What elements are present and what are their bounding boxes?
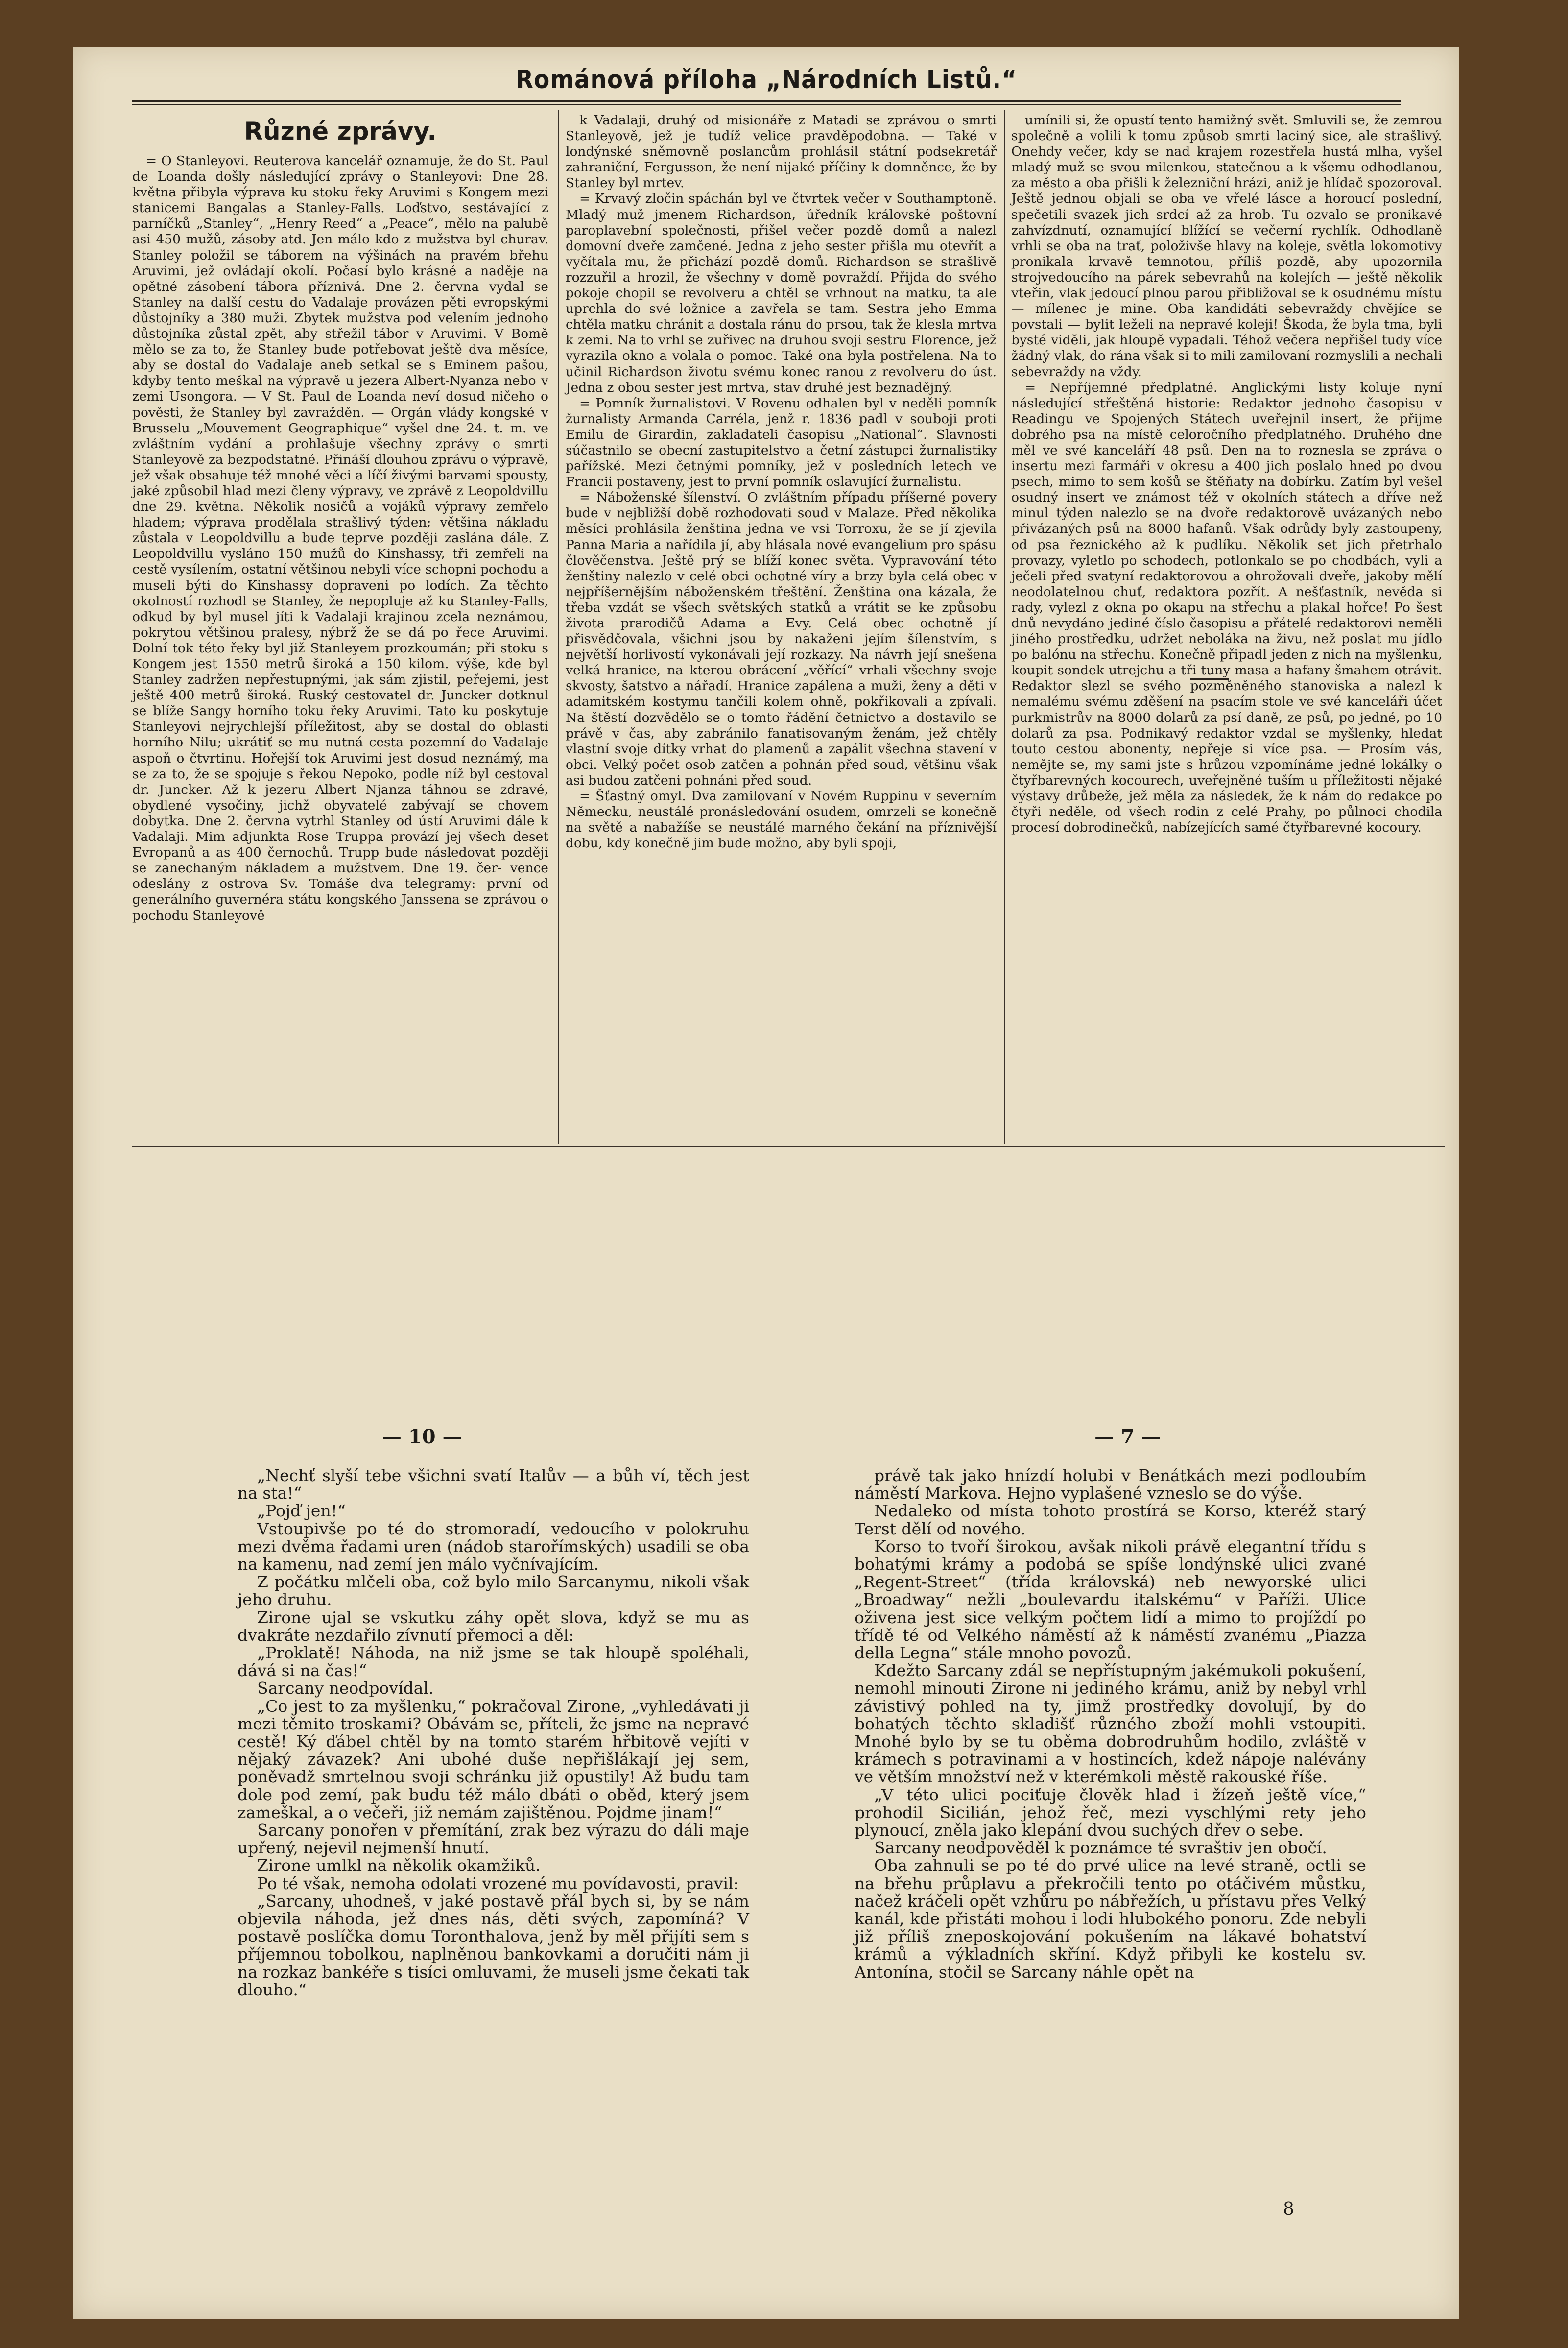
paragraph: „V této ulici pociťuje člověk hlad i žízeň ještě více,“ prohodil Sicilián, jehož řeč, mezi vyschlými rety jeho plynoucí, zněla jako klepání dvou suchých dřev o sebe.	[855, 1785, 1366, 1840]
paragraph: Zirone ujal se vskutku záhy opět slova, když se mu as dvakráte nezdařilo zívnutí přemoci a děl:	[238, 1607, 749, 1645]
paragraph: Z počátku mlčeli oba, což bylo milo Sarcanymu, nikoli však jeho druhu.	[238, 1572, 749, 1609]
column-divider	[558, 110, 559, 1144]
paragraph: k Vadalaji, druhý od misionáře z Matadi se zprávou o smrti Stanleyově, jež je tudíž velice pravděpodobna. — Také v londýnské sněmovně poslancům prohlásil státní podsekretář zahraniční, Fergusson, že není nijaké příčiny k domněnce, že by Stanley byl mrtev.	[566, 113, 997, 191]
novel-page-right	[855, 1467, 1366, 1981]
paragraph: Oba zahnuli se po té do prvé ulice na levé straně, octli se na břehu průplavu a překročili tento po otáčivém můstku, načež kráčeli opět vzhůru po nábřežích, u přístavu přes Velký kanál, kde přistáti mohou i lodi hlubokého ponoru. Zde nebyli již příliš zneposkojování pokušením na lákavé bohatství krámů a výkladních skříní. Když přibyli ke kostelu sv. Antonína, stočil se Sarcany náhle opět na	[855, 1856, 1366, 1982]
paragraph: = Krvavý zločin spáchán byl ve čtvrtek večer v Southamptoně. Mladý muž jmenem Richardson, úředník královské poštovní paroplavební společnosti, přišel večer pozdě domů a nalezl domovní dveře zamčené. Jedna z jeho sester přišla mu otevřít a vyčítala mu, že přichází pozdě domů. Richardson se strašlivě rozzuřil a hrozil, že všechny v domě povraždí. Přijda do svého pokoje chopil se revolveru a chtěl se vrhnout na matku, ta ale uprchla do své ložnice a zavřela se tam. Sestra jeho Emma chtěla matku chránit a dostala ránu do prsou, tak že klesla mrtva k zemi. Na to vrhl se zuřivec na druhou svoji sestru Florence, jež vyrazila okno a volala o pomoc. Také ona byla postřelena. Na to učinil Richardson životu svému konec ranou z revolveru do úst. Jedna z obou sester jest mrtva, stav druhé jest beznadějný.	[566, 191, 997, 395]
paragraph: Zirone umlkl na několik okamžiků.	[257, 1856, 541, 1875]
section-heading: Různé zprávy.	[244, 117, 437, 145]
paragraph: „Sarcany, uhodneš, v jaké postavě přál bych si, by se nám objevila náhoda, jež dnes nás, děti svých, zapomíná? V postavě poslíčka domu Toronthalova, jenž by měl přijíti sem s příjemnou tobolkou, naplněnou bankovkami a doručiti nám ji na rozkaz bankéře s tisíci omluvami, že museli jsme čekati tak dlouho.“	[238, 1891, 749, 1999]
page-mark: 8	[1283, 2199, 1294, 2219]
news-column-2	[566, 113, 997, 851]
page-number-right: — 7 —	[1094, 1425, 1161, 1448]
masthead-title: Románová příloha „Národních Listů.“	[516, 65, 1017, 95]
paragraph: Sarcany ponořen v přemítání, zrak bez výrazu do dáli maje upřený, nejevil nejmenší hnutí.	[238, 1821, 749, 1858]
paragraph: „Co jest to za myšlenku,“ pokračoval Zirone, „vyhledávati ji mezi těmito troskami? Obávám se, příteli, že jsme na nepravé cestě! Ký ďábel chtěl by na tomto starém hřbitově vejíti v nějaký závazek? Ani ubohé duše nepřišlákají jej sem, poněvadž smrtelnou svoji schránku již opustily! Až budu tam dole pod zemí, pak budu též málo dbáti o oběd, který jsem zameškal, a o večeři, již nemám zajištěnou. Pojdme jinam!“	[238, 1696, 749, 1822]
paragraph: = Šťastný omyl. Dva zamilovaní v Novém Ruppinu v severním Německu, neustálé pronásledování osudem, omrzeli se konečně na světě a nabažíše se neustálé marného čekání na příznivější dobu, kdy konečně jim bude možno, aby byli spoji,	[566, 789, 997, 851]
end-dash	[1190, 678, 1229, 680]
paragraph: = Pomník žurnalistovi. V Rovenu odhalen byl v neděli pomník žurnalisty Armanda Carréla, jenž r. 1836 padl v souboji proti Emilu de Girardin, zakladateli časopisu „National“. Slavnosti súčastnilo se obecní zastupitelstvo a četní zástupci žurnalistiky pařížské. Mezi četnými pomníky, jež v posledních letech ve Francii postaveny, jest to první pomník oslavující žurnalistu.	[566, 395, 997, 490]
paragraph: umínili si, že opustí tento hamižný svět. Smluvili se, že zemrou společně a volili k tomu způsob smrti laciný sice, ale strašlivý. Onehdy večer, kdy se nad krajem rozestřela hustá mlha, vyšel mladý muž se svou milenkou, statečnou a k všemu odhodlanou, za město a oba přišli k železniční hrázi, aniž je hlídač spozoroval. Ještě jednou objali se oba ve vřelé lásce a horoucí poslední, spečetili svazek jich srdcí až za hrob. Tu ozvalo se pronikavé zahvízdnutí, oznamující blížící se večerní rychlík. Odhodlaně vrhli se oba na trať, položivše hlavy na koleje, světla lokomotivy pronikala krvavě temnotou, příliš pozdě, aby upozornila strojvedoucího na párek sebevrahů na kolejích — ještě několik vteřin, vlak jedoucí plnou parou přibližoval se k osudnému místu — mílenec je mine. Oba kandidáti sebevraždy chvějíce se povstali — bylit leželi na nepravé koleji! Škoda, že byla tma, byli bysté viděli, jak hloupě vypadali. Téhož večera nepřišel tudy více žádný vlak, do rána však si to mili zamilovaní rozmyslili a nechali sebevraždy na vždy.	[1011, 113, 1442, 380]
masthead-rule	[132, 100, 1401, 102]
paragraph: „Proklatě! Náhoda, na niž jsme se tak hloupě spoléhali, dává si na čas!“	[238, 1643, 749, 1680]
fold-line	[132, 1146, 1445, 1147]
paragraph: = Náboženské šílenství. O zvláštním případu příšerné povery bude v nejbližší době rozhodovati soud v Malaze. Před několika měsíci prohlásila ženština jedna ve vsi Torroxu, že se jí zjevila Panna Maria a nařídila jí, aby hlásala nové evangelium pro spásu člověčenstva. Ještě prý se blíží konec světa. Vypravování této ženštiny nalezlo v celé obci ochotné víry a brzy byla celá obec v nejpříšernějším náboženském třeštění. Ženština ona kázala, že třeba vzdát se všech světských statků a vrátit se ke způsobu života prarodičů Adama a Evy. Celá obec ochotně jí přisvědčovala, všichni jsou by nakaženi jejím šílenstvím, s největší horlivostí vykonávali její rozkazy. Na návrh její snešena velká hranice, na kterou obrácení „věřící“ vrhali všechny svoje skvosty, šatstvo a nářadí. Hranice zapálena a muži, ženy a děti v adamitském kostymu tančili kolem ohně, pokřikovali a zpívali. Na štěstí dozvědělo se o tomto řádění četnictvo a dostavilo se právě v čas, aby zabránilo fanatisovaným ženám, jež chtěly vlastní svoje dítky vrhat do plamenů a zapálit všechna stavení v obci. Velký počet osob zatčen a pohnán před soud, většinu však asi budou zatčeni pohnáni před soud.	[566, 490, 997, 788]
news-column-1	[132, 110, 548, 924]
paragraph: Po té však, nemoha odolati vrozené mu povídavosti, pravil:	[257, 1873, 739, 1893]
paragraph: „Pojď jen!“	[257, 1501, 346, 1521]
page-number-left: — 10 —	[382, 1425, 462, 1448]
paragraph: Vstoupivše po té do stromoradí, vedoucího v polokruhu mezi dvěma řadami uren (nádob starořímských) usadili se oba na kamenu, nad zemí jen málo vyčnívajícím.	[238, 1519, 749, 1574]
masthead-rule-thin	[132, 104, 1401, 105]
newspaper-sheet	[73, 47, 1459, 2319]
paragraph: = Nepříjemné předplatné. Anglickými listy koluje nyní následující střeštěná historie: Redaktor jednoho časopisu v Readingu ve Spojených Státech uveřejnil insert, že přijme dobrého psa na místě celoročního předplatného. Druhého dne měl ve své kanceláří 48 psů. Den na to roznesla se zpráva o insertu mezi farmáři v okresu a 400 jich poslalo hned po dvou psech, mimo to sem košů se štěňaty na dobírku. Zatím byl vešel osudný insert ve známost též v okolních státech a dříve než minul týden nalezlo se na dvoře redaktorově uvázaných nebo přivázaných psů na 8000 hafanů. Však odrůdy byly zastoupeny, od psa řeznického až k pudlíku. Několik set jich přetrhalo provazy, vyletlo po schodech, potlonkalo se po chodbách, vyli a ječeli před svatyní redaktorovou a ohrožovali dveře, jakoby mělí neodolatelnou chuť, redaktora pozřít. A nešťastník, nevěda si rady, vylezl z okna po okapu na střechu a plakal hořce! Po šest dnů nevydáno jediné číslo časopisu a přátelé redaktorovi neměli jiného prostředku, udržet neboláka na živu, než poslat mu jídlo po balónu na střechu. Konečně připadl jeden z nich na myšlenku, koupit sondek utrejchu a tři tuny masa a hafany šmahem otrávit. Redaktor slezl se svého pozměněného stanoviska a nalezl k nemalému svému zděšení na psacím stole ve své kanceláři účet purkmistrův na 8000 dolarů za psí daně, ze psů, po jedné, po 10 dolarů za psa. Podnikavý redaktor vzdal se myšlenky, hledat touto cestou abonenty, nepřeje si více psa. — Prosím vás, nemějte se, my sami jste s hrůzou vzpomínáme jedné lokálky o čtyřbarevných kocourech, uveřejněné tuším u příležitosti nějaké výstavy drůbeže, jež měla za následek, že k nám do redakce po čtyři neděle, od všech rodin z celé Prahy, po půlnoci chodila procesí dobrodinečků, nabízejících samé čtyřbarevné kocoury.	[1011, 380, 1442, 836]
paragraph: Sarcany neodpovídal.	[257, 1678, 434, 1698]
novel-page-left	[238, 1467, 749, 1999]
column-divider	[1004, 110, 1005, 1144]
paragraph: Korso to tvoří širokou, avšak nikoli právě elegantní třídu s bohatými krámy a podobá se spíše londýnské ulici zvané „Regent-Street“ (třída královská) neb newyorské ulici „Broadway“ nežli „boulevardu italskému“ v Paříži. Ulice oživena jest sice velkým počtem lidí a mimo to projíždí po třídě té od Velkého náměstí až k náměstí zvanému „Piazza della Legna“ stále mnoho povozů.	[855, 1536, 1366, 1663]
paragraph: Sarcany neodpověděl k poznámce té svraštiv jen obočí.	[874, 1838, 1327, 1858]
paragraph: Kdežto Sarcany zdál se nepřístupným jakémukoli pokušení, nemohl minouti Zirone ni jediného krámu, aniž by nebyl vrhl závistivý pohled na ty, jimž prostředky dovolují, by do bohatých těchto skladišť různého zboží mohli vstoupiti. Mnohé bylo by se tu oběma dobrodruhům hodilo, zvláště v krámech s potravinami a v hostincích, kdež nápoje nalévány ve větším množství než v kterémkoli městě rakouské říše.	[855, 1661, 1366, 1787]
paragraph: právě tak jako hnízdí holubi v Benátkách mezi podloubím náměstí Markova. Hejno vyplašené vzneslo se do výše.	[855, 1466, 1366, 1503]
news-column-3	[1011, 113, 1442, 836]
paragraph: „Nechť slyší tebe všichni svatí Italův — a bůh ví, těch jest na sta!“	[238, 1466, 749, 1503]
paragraph: Nedaleko od místa tohoto prostírá se Korso, kteréž starý Terst dělí od nového.	[855, 1501, 1366, 1538]
paragraph: = O Stanleyovi. Reuterova kancelář oznamuje, že do St. Paul de Loanda došly následující zprávy o Stanleyovi: Dne 28. května přibyla výprava ku stoku řeky Aruvimi s Kongem mezi stanicemi Bangalas a Stanley-Falls. Loďstvo, sestávající z parníčků „Stanley“, „Henry Reed“ a „Peace“, mělo na palubě asi 450 mužů, zásoby atd. Jen málo kdo z mužstva byl churav. Stanley položil se táborem na výšinách na pravém břehu Aruvimi, jež ovládají okolí. Počasí bylo krásné a naděje na opětné zásobení tábora příznivá. Dne 2. června vydal se Stanley na další cestu do Vadalaje provázen pěti evropskými důstojníky a 380 muži. Zbytek mužstva pod velením jednoho důstojníka zůstal zpět, aby střežil tábor v Aruvimi. V Bomě mělo se za to, že Stanley bude potřebovat ještě dva měsíce, aby se dostal do Vadalaje aneb setkal se s Eminem pašou, kdyby tento meškal na výpravě u jezera Albert-Nyanza nebo v zemi Usongora. — V St. Paul de Loanda neví dosud ničeho o pověsti, že Stanley byl zavražděn. — Orgán vlády kongské v Brusselu „Mouvement Geographique“ vyšel dne 24. t. m. ve zvláštním vydání a prohlašuje všechny zprávy o smrti Stanleyově za bezpodstatné. Přináší dlouhou zprávu o výpravě, jež však obsahuje též mnohé věci a líčí živými barvami spousty, jaké způsobil hlad mezi členy výpravy, ve zprávě z Leopoldvillu dne 29. května. Několik nosičů a vojáků výpravy zemřelo hladem; výprava prodělala strašlivý týden; většina nákladu zůstala v Leopoldvillu a bude teprve později zaslána dále. Z Leopoldvillu vysláno 150 mužů do Kinshassy, tři zemřeli na cestě vysílením, ostatní většinou nebyli více schopni pochodu a museli býti do Kinshassy dopraveni po lodích. Za těchto okolností rozhodl se Stanley, že nepopluje až ku Stanley-Falls, odkud by byl musel jíti k Vadalaji krajinou zcela neznámou, pokrytou většinou pralesy, nýbrž že se dá po řece Aruvimi. Dolní tok této řeky byl již Stanleyem prozkoumán; při stoku s Kongem jest 1550 metrů široká a 150 kilom. výše, kde byl Stanley zadržen nepřestupnými, jak sám zjistil, peřejemi, jest ještě 400 metrů široká. Ruský cestovatel dr. Juncker dotknul se blíže Sangy horního toku řeky Aruvimi. Tato ku poskytuje Stanleyovi nejrychlejší příležitost, aby se dostal do oblasti horního Nilu; ukrátiť se mu nutná cesta pozemní do Vadalaje aspoň o čtvrtinu. Hořejší tok Aruvimi jest dosud neznámý, ma se za to, že se spojuje s řekou Nepoko, podle níž byl cestoval dr. Juncker. Až k jezeru Albert Njanza táhnou se zdravé, obydlené vysočiny, jichž obyvatelé zabývají se chovem dobytka. Dne 2. června vytrhl Stanley od ústí Aruvimi dále k Vadalaji. Mim adjunkta Rose Truppa provází jej všech deset Evropanů a as 400 černochů. Trupp bude následovat později se zanechaným nákladem a mužstvem. Dne 19. čer- vence odeslány z ostrova Sv. Tomáše dva telegramy: první od generálního guvernéra státu kongského Janssena se zprávou o pochodu Stanleyově	[132, 153, 548, 923]
